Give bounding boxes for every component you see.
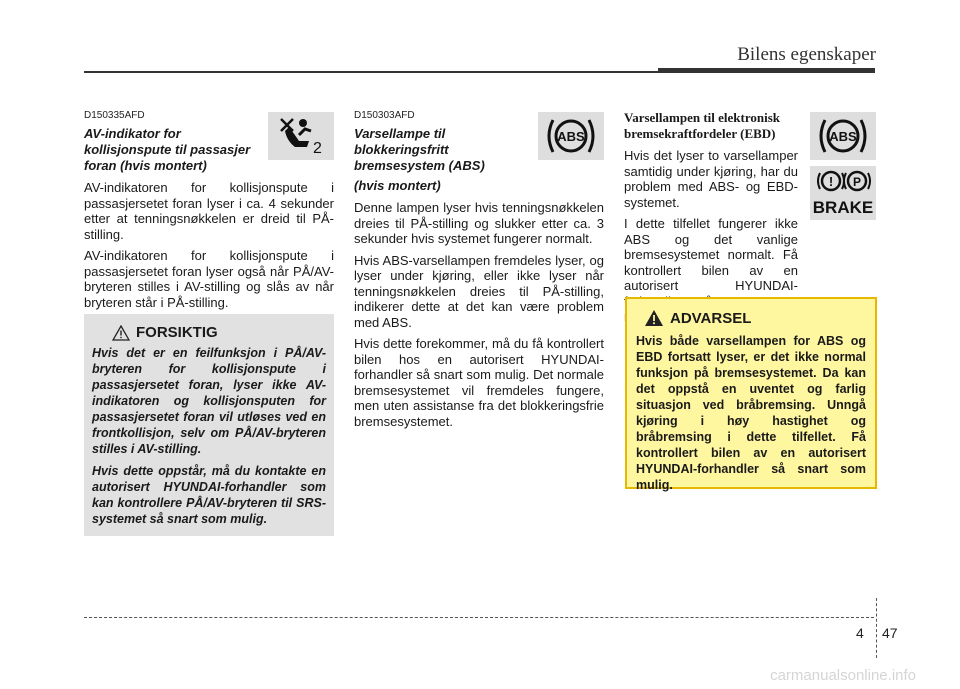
caution-paragraph: Hvis dette oppstår, må du kontakte en autorisert HYUNDAI-forhandler som kan kontrollere PÅ/AV-bryteren til SRS-systemet så snart som mulig. <box>92 464 326 526</box>
paragraph: AV-indikatoren for kollisjonspute i passasjersetet foran lyser i ca. 4 sekunder etter at tenningsnøkkelen er dreid til PÅ-stilling. <box>84 180 334 242</box>
section-code: D150335AFD <box>84 110 145 121</box>
paragraph: Hvis ABS-varsellampen fremdeles lyser, og lyser under kjøring, eller ikke lyser når tenningsnøkkelen dreies til PÅ-stilling, indikerer dette at det kan være problem med ABS. <box>354 252 604 330</box>
page-header-title: Bilens egenskaper <box>737 44 876 65</box>
paragraph: Hvis det lyser to varsellamper samtidig under kjøring, har du problem med ABS- og EBD-systemet. <box>624 148 798 210</box>
abs-warning-icon <box>538 112 604 160</box>
svg-text:BRAKE: BRAKE <box>813 198 873 217</box>
header-rule-accent <box>658 68 875 73</box>
warning-triangle-icon <box>644 309 664 327</box>
footer-divider <box>876 598 877 658</box>
caution-box <box>84 314 334 536</box>
warning-box <box>625 297 877 492</box>
section-heading: Varsellampe til blokkeringsfritt bremsesystem (ABS) (hvis montert) <box>354 126 485 193</box>
paragraph: Hvis dette forekommer, må du få kontrollert bilen hos en autorisert HYUNDAI-forhandler så snart som mulig. Det normale bremsesystemet vil fremdeles fungere, men uten assistanse fra det blokkeringsfrie bremsesystemet. <box>354 336 604 429</box>
svg-text:ABS: ABS <box>557 129 585 144</box>
paragraph: Denne lampen lyser hvis tenningsnøkkelen dreies til PÅ-stilling og slukker etter ca. 3 sekunder hvis systemet fungerer normalt. <box>354 200 604 246</box>
paragraph: I dette tilfellet fungerer ikke ABS og det vanlige bremsesystemet normalt. Få kontrollert bilen av en autorisert HYUNDAI- <box>624 216 798 293</box>
svg-text:ABS: ABS <box>829 129 857 144</box>
svg-text:!: ! <box>828 174 834 189</box>
paragraph: AV-indikatoren for kollisjonspute i passasjersetet foran lyser også når PÅ/AV-bryteren stilles i AV-stilling og slås av når bryteren står i PÅ-stilling. <box>84 248 334 310</box>
section-code: D150303AFD <box>354 110 415 121</box>
caution-triangle-icon <box>112 325 130 341</box>
brake-warning-icon <box>810 166 876 220</box>
caution-title: FORSIKTIG <box>112 324 326 341</box>
airbag-off-indicator-icon <box>268 112 334 160</box>
section-heading: AV-indikator for kollisjonspute til passasjer foran (hvis montert) <box>84 126 251 173</box>
abs-warning-icon <box>810 112 876 160</box>
footer-rule <box>84 617 874 618</box>
svg-text:P: P <box>852 175 862 189</box>
warning-title: ADVARSEL <box>644 309 866 327</box>
page-number: 47 <box>882 625 898 641</box>
warning-body: Hvis både varsellampen for ABS og EBD fortsatt lyser, er det ikke normal funksjon på bremsesystemet. Da kan det oppstå en uventet og farlig situasjon ved bråbremsing. Unngå kjøring i høy hastighet og bråbremsing i dette tilfellet. Få kontrollert bilen av en autorisert HYUNDAI-forhandler så snart som mulig. <box>636 334 866 492</box>
caution-paragraph: Hvis det er en feilfunksjon i PÅ/AV-bryteren for kollisjonspute i passasjersetet foran, lyser ikke AV-indikatoren og kollisjonsputen for passasjersetet foran vil utløses ved en frontkollisjon, selv om PÅ/AV-bryteren stilles i AV-stilling. <box>92 346 326 456</box>
section-heading: Varsellampen til elektronisk bremsekraftfordeler (EBD) <box>624 110 781 141</box>
watermark: carmanualsonline.info <box>770 667 916 684</box>
svg-text:2: 2 <box>313 140 322 157</box>
section-number: 4 <box>856 625 864 641</box>
